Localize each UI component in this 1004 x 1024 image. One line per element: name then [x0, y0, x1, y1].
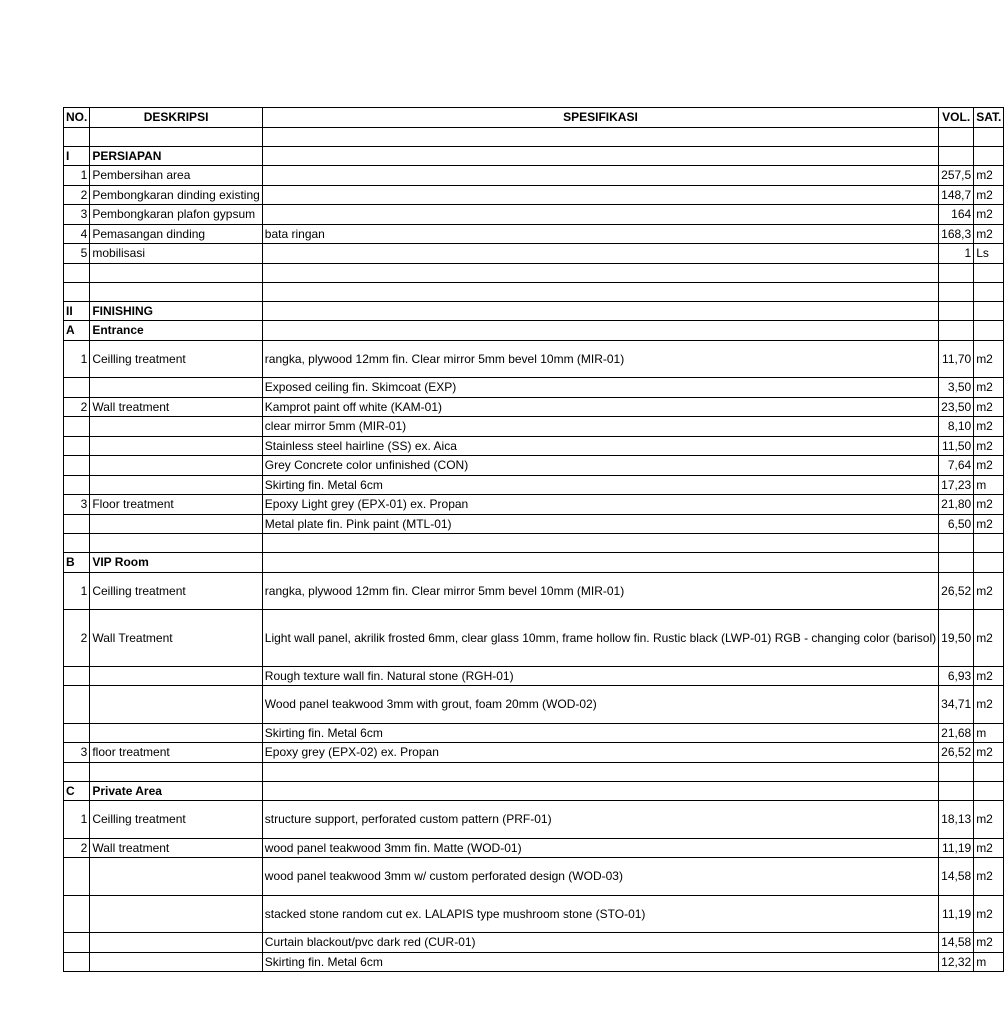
cell-deskripsi: floor treatment: [90, 743, 262, 763]
section-row: [64, 301, 1004, 321]
cell-volume: [939, 534, 974, 553]
cell-spesifikasi: [262, 127, 938, 146]
cell-no: 2: [64, 838, 90, 858]
cell-volume: 21,80: [939, 495, 974, 515]
cell-spesifikasi: [262, 282, 938, 301]
cell-deskripsi: FINISHING: [90, 301, 262, 321]
cell-deskripsi: Pembongkaran dinding existing: [90, 185, 262, 205]
cell-deskripsi: [90, 666, 262, 686]
cell-spesifikasi: wood panel teakwood 3mm fin. Matte (WOD-01): [262, 838, 938, 858]
table-row: [64, 166, 1004, 186]
cell-spesifikasi: clear mirror 5mm (MIR-01): [262, 417, 938, 437]
cell-spesifikasi: stacked stone random cut ex. LALAPIS type mushroom stone (STO-01): [262, 895, 938, 933]
cell-satuan: [974, 282, 1004, 301]
cell-volume: 7,64: [939, 456, 974, 476]
cell-volume: [939, 263, 974, 282]
cell-deskripsi: Floor treatment: [90, 495, 262, 515]
cell-deskripsi: [90, 282, 262, 301]
cell-spesifikasi: Curtain blackout/pvc dark red (CUR-01): [262, 933, 938, 953]
table-row: [64, 205, 1004, 225]
table-row: [64, 185, 1004, 205]
cell-volume: 11,19: [939, 838, 974, 858]
cell-satuan: m2: [974, 456, 1004, 476]
cell-spesifikasi: [262, 205, 938, 225]
table-row: [64, 397, 1004, 417]
cell-spesifikasi: structure support, perforated custom pattern (PRF-01): [262, 801, 938, 839]
cell-no: 2: [64, 610, 90, 666]
cell-deskripsi: Pembongkaran plafon gypsum: [90, 205, 262, 225]
cell-no: [64, 952, 90, 972]
table-row: [64, 475, 1004, 495]
table-row: [64, 743, 1004, 763]
cell-deskripsi: [90, 514, 262, 534]
cell-spesifikasi: Wood panel teakwood 3mm with grout, foam 20mm (WOD-02): [262, 686, 938, 724]
cell-deskripsi: Pembersihan area: [90, 166, 262, 186]
cell-spesifikasi: Kamprot paint off white (KAM-01): [262, 397, 938, 417]
table-row: [64, 762, 1004, 781]
cell-no: 3: [64, 205, 90, 225]
cell-volume: 18,13: [939, 801, 974, 839]
cell-deskripsi: [90, 378, 262, 398]
table-row: [64, 666, 1004, 686]
cell-satuan: [974, 553, 1004, 573]
table-row: [64, 572, 1004, 610]
cell-volume: 6,93: [939, 666, 974, 686]
cell-satuan: m2: [974, 895, 1004, 933]
cell-satuan: m2: [974, 572, 1004, 610]
cell-satuan: m: [974, 475, 1004, 495]
cell-volume: 17,23: [939, 475, 974, 495]
table-row: [64, 456, 1004, 476]
cell-spesifikasi: rangka, plywood 12mm fin. Clear mirror 5mm bevel 10mm (MIR-01): [262, 340, 938, 378]
table-row: [64, 610, 1004, 666]
header-no: NO.: [64, 108, 90, 128]
table-row: [64, 686, 1004, 724]
cell-no: [64, 263, 90, 282]
cell-spesifikasi: [262, 321, 938, 341]
cell-satuan: [974, 263, 1004, 282]
cell-satuan: m2: [974, 340, 1004, 378]
cell-deskripsi: [90, 686, 262, 724]
header-spesifikasi: SPESIFIKASI: [262, 108, 938, 128]
cell-volume: 26,52: [939, 743, 974, 763]
cell-no: 4: [64, 224, 90, 244]
cell-no: 1: [64, 801, 90, 839]
cell-spesifikasi: [262, 146, 938, 166]
table-row: [64, 895, 1004, 933]
cell-volume: 11,50: [939, 436, 974, 456]
table-row: [64, 838, 1004, 858]
cell-no: [64, 723, 90, 743]
cell-spesifikasi: [262, 781, 938, 801]
cell-no: A: [64, 321, 90, 341]
cell-volume: 8,10: [939, 417, 974, 437]
cell-deskripsi: [90, 762, 262, 781]
cell-no: 2: [64, 185, 90, 205]
cell-volume: 14,58: [939, 858, 974, 896]
cell-satuan: m2: [974, 378, 1004, 398]
cell-no: 3: [64, 495, 90, 515]
cell-volume: 164: [939, 205, 974, 225]
cell-satuan: m2: [974, 166, 1004, 186]
table-row: [64, 534, 1004, 553]
cell-deskripsi: [90, 127, 262, 146]
cell-deskripsi: [90, 534, 262, 553]
cell-no: [64, 378, 90, 398]
cell-volume: 14,58: [939, 933, 974, 953]
cell-satuan: [974, 127, 1004, 146]
cell-deskripsi: [90, 436, 262, 456]
cell-satuan: [974, 146, 1004, 166]
table-row: [64, 417, 1004, 437]
cell-satuan: m2: [974, 397, 1004, 417]
cell-spesifikasi: Epoxy Light grey (EPX-01) ex. Propan: [262, 495, 938, 515]
cell-volume: 11,70: [939, 340, 974, 378]
subsection-row: [64, 321, 1004, 341]
cell-deskripsi: Wall treatment: [90, 397, 262, 417]
cell-volume: [939, 282, 974, 301]
cell-satuan: [974, 762, 1004, 781]
cell-no: [64, 686, 90, 724]
cell-volume: 257,5: [939, 166, 974, 186]
cell-satuan: m2: [974, 838, 1004, 858]
cell-no: 1: [64, 166, 90, 186]
table-row: [64, 127, 1004, 146]
cell-deskripsi: [90, 858, 262, 896]
cell-spesifikasi: [262, 762, 938, 781]
cell-deskripsi: [90, 933, 262, 953]
cell-satuan: [974, 534, 1004, 553]
cell-satuan: m2: [974, 417, 1004, 437]
cell-volume: 34,71: [939, 686, 974, 724]
cell-no: I: [64, 146, 90, 166]
cell-no: [64, 762, 90, 781]
table-row: [64, 801, 1004, 839]
cell-volume: [939, 553, 974, 573]
cell-deskripsi: [90, 456, 262, 476]
cell-volume: [939, 762, 974, 781]
cell-spesifikasi: Metal plate fin. Pink paint (MTL-01): [262, 514, 938, 534]
cell-satuan: [974, 781, 1004, 801]
cell-spesifikasi: Skirting fin. Metal 6cm: [262, 723, 938, 743]
cell-satuan: m2: [974, 801, 1004, 839]
cell-satuan: m2: [974, 858, 1004, 896]
cell-spesifikasi: [262, 185, 938, 205]
table-row: [64, 436, 1004, 456]
cell-deskripsi: VIP Room: [90, 553, 262, 573]
cell-no: [64, 895, 90, 933]
cell-deskripsi: PERSIAPAN: [90, 146, 262, 166]
cell-no: [64, 514, 90, 534]
table-row: [64, 514, 1004, 534]
subsection-row: [64, 781, 1004, 801]
cell-volume: [939, 781, 974, 801]
table-row: [64, 340, 1004, 378]
boq-table: [63, 107, 1004, 972]
cell-deskripsi: [90, 895, 262, 933]
cell-deskripsi: [90, 475, 262, 495]
cell-no: 1: [64, 340, 90, 378]
cell-volume: 6,50: [939, 514, 974, 534]
cell-no: [64, 282, 90, 301]
header-deskripsi: DESKRIPSI: [90, 108, 262, 128]
cell-no: 5: [64, 244, 90, 264]
table-row: [64, 495, 1004, 515]
header-satuan: SAT.: [974, 108, 1004, 128]
cell-volume: [939, 301, 974, 321]
cell-deskripsi: Ceilling treatment: [90, 340, 262, 378]
cell-volume: 23,50: [939, 397, 974, 417]
cell-spesifikasi: [262, 534, 938, 553]
cell-spesifikasi: wood panel teakwood 3mm w/ custom perforated design (WOD-03): [262, 858, 938, 896]
cell-satuan: m2: [974, 436, 1004, 456]
cell-deskripsi: Private Area: [90, 781, 262, 801]
cell-deskripsi: [90, 723, 262, 743]
cell-no: [64, 127, 90, 146]
cell-spesifikasi: [262, 244, 938, 264]
cell-volume: [939, 321, 974, 341]
cell-spesifikasi: Skirting fin. Metal 6cm: [262, 952, 938, 972]
table-row: [64, 244, 1004, 264]
cell-spesifikasi: Light wall panel, akrilik frosted 6mm, clear glass 10mm, frame hollow fin. Rustic black (LWP-01) RGB - changing color (barisol): [262, 610, 938, 666]
cell-volume: 26,52: [939, 572, 974, 610]
cell-spesifikasi: Skirting fin. Metal 6cm: [262, 475, 938, 495]
cell-no: [64, 475, 90, 495]
cell-no: [64, 456, 90, 476]
cell-deskripsi: Ceilling treatment: [90, 572, 262, 610]
table-row: [64, 933, 1004, 953]
cell-satuan: m: [974, 952, 1004, 972]
cell-volume: 1: [939, 244, 974, 264]
cell-no: C: [64, 781, 90, 801]
cell-no: [64, 858, 90, 896]
cell-satuan: m2: [974, 205, 1004, 225]
cell-satuan: m: [974, 723, 1004, 743]
header-volume: VOL.: [939, 108, 974, 128]
cell-volume: 11,19: [939, 895, 974, 933]
cell-volume: 3,50: [939, 378, 974, 398]
cell-spesifikasi: [262, 166, 938, 186]
cell-spesifikasi: rangka, plywood 12mm fin. Clear mirror 5mm bevel 10mm (MIR-01): [262, 572, 938, 610]
cell-deskripsi: [90, 417, 262, 437]
table-row: [64, 224, 1004, 244]
cell-satuan: m2: [974, 224, 1004, 244]
cell-deskripsi: Entrance: [90, 321, 262, 341]
cell-volume: [939, 146, 974, 166]
cell-deskripsi: [90, 952, 262, 972]
cell-satuan: [974, 301, 1004, 321]
header-row: [64, 108, 1004, 128]
subsection-row: [64, 553, 1004, 573]
cell-satuan: m2: [974, 495, 1004, 515]
cell-no: [64, 436, 90, 456]
cell-volume: 168,3: [939, 224, 974, 244]
cell-satuan: [974, 321, 1004, 341]
table-body: [64, 127, 1004, 972]
cell-no: [64, 933, 90, 953]
table-row: [64, 263, 1004, 282]
table-row: [64, 952, 1004, 972]
section-row: [64, 146, 1004, 166]
cell-volume: 148,7: [939, 185, 974, 205]
cell-spesifikasi: [262, 301, 938, 321]
cell-volume: 12,32: [939, 952, 974, 972]
table-row: [64, 858, 1004, 896]
cell-satuan: m2: [974, 686, 1004, 724]
table-row: [64, 378, 1004, 398]
cell-volume: 19,50: [939, 610, 974, 666]
cell-spesifikasi: Stainless steel hairline (SS) ex. Aica: [262, 436, 938, 456]
cell-deskripsi: [90, 263, 262, 282]
cell-satuan: m2: [974, 933, 1004, 953]
cell-volume: 21,68: [939, 723, 974, 743]
cell-spesifikasi: Epoxy grey (EPX-02) ex. Propan: [262, 743, 938, 763]
cell-no: II: [64, 301, 90, 321]
cell-no: [64, 417, 90, 437]
table-row: [64, 723, 1004, 743]
cell-satuan: m2: [974, 610, 1004, 666]
cell-no: 3: [64, 743, 90, 763]
cell-volume: [939, 127, 974, 146]
cell-no: [64, 534, 90, 553]
cell-no: B: [64, 553, 90, 573]
cell-satuan: m2: [974, 514, 1004, 534]
cell-spesifikasi: [262, 553, 938, 573]
cell-no: [64, 666, 90, 686]
cell-spesifikasi: [262, 263, 938, 282]
cell-satuan: m2: [974, 185, 1004, 205]
cell-deskripsi: mobilisasi: [90, 244, 262, 264]
cell-spesifikasi: bata ringan: [262, 224, 938, 244]
cell-deskripsi: Ceilling treatment: [90, 801, 262, 839]
cell-deskripsi: Wall treatment: [90, 838, 262, 858]
cell-deskripsi: Pemasangan dinding: [90, 224, 262, 244]
cell-spesifikasi: Rough texture wall fin. Natural stone (RGH-01): [262, 666, 938, 686]
cell-satuan: m2: [974, 666, 1004, 686]
cell-no: 1: [64, 572, 90, 610]
cell-no: 2: [64, 397, 90, 417]
cell-satuan: m2: [974, 743, 1004, 763]
cell-satuan: Ls: [974, 244, 1004, 264]
cell-deskripsi: Wall Treatment: [90, 610, 262, 666]
table-row: [64, 282, 1004, 301]
cell-spesifikasi: Exposed ceiling fin. Skimcoat (EXP): [262, 378, 938, 398]
cell-spesifikasi: Grey Concrete color unfinished (CON): [262, 456, 938, 476]
